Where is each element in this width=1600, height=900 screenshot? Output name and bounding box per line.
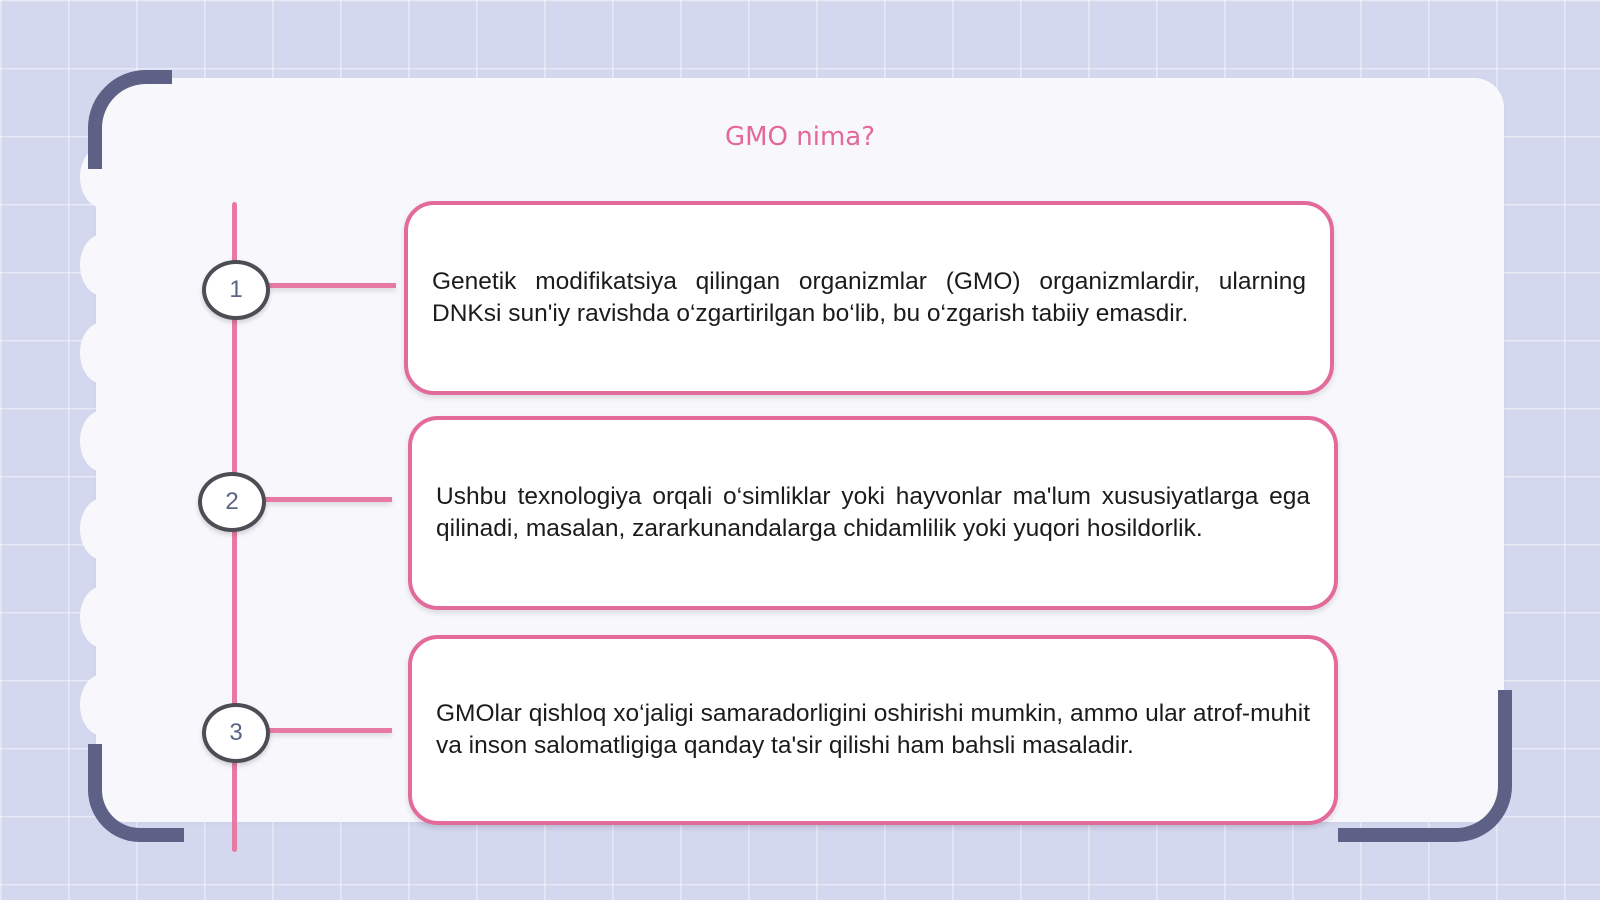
timeline-card-text: Genetik modifikatsiya qilingan organizmlar (GMO) organizmlardir, ularning DNKsi sun'iy ravishda o‘zgartirilgan bo‘lib, bu o‘zgarish tabiiy emasdir.: [432, 268, 1306, 327]
paper-scallop: [80, 234, 126, 296]
timeline-card-1: [404, 201, 1334, 395]
timeline-step-3-circle: [202, 703, 270, 763]
timeline-card-text: GMOlar qishloq xo‘jaligi samaradorligini oshirishi mumkin, ammo ular atrof-muhit va inson salomatligiga qanday ta'sir qilishi ham bahsli masaladir.: [436, 700, 1310, 759]
timeline-connector: [264, 728, 392, 733]
timeline-step-number: 2: [225, 488, 239, 515]
corner-bracket-bottom-right: [1338, 690, 1512, 842]
timeline-card-text: Ushbu texnologiya orqali o‘simliklar yoki hayvonlar ma'lum xususiyatlarga ega qilinadi, masalan, zararkunandalarga chidamlilik yoki yuqori hosildorlik.: [436, 483, 1310, 542]
timeline-step-number: 3: [229, 719, 243, 746]
timeline-connector: [264, 283, 396, 288]
timeline-card-2: [408, 416, 1338, 610]
timeline-card-3: [408, 635, 1338, 825]
paper-scallop: [80, 586, 126, 648]
timeline-step-1-circle: [202, 260, 270, 320]
timeline-step-2-circle: [198, 472, 266, 532]
paper-scallop: [80, 410, 126, 472]
paper-scallop: [80, 498, 126, 560]
timeline-step-number: 1: [229, 276, 243, 303]
slide-title: GMO nima?: [724, 122, 876, 152]
paper-scallop: [80, 674, 126, 736]
paper-scallop: [80, 322, 126, 384]
corner-bracket-bottom-left: [88, 744, 184, 842]
timeline-connector: [262, 497, 392, 502]
corner-bracket-top-left: [88, 70, 172, 169]
